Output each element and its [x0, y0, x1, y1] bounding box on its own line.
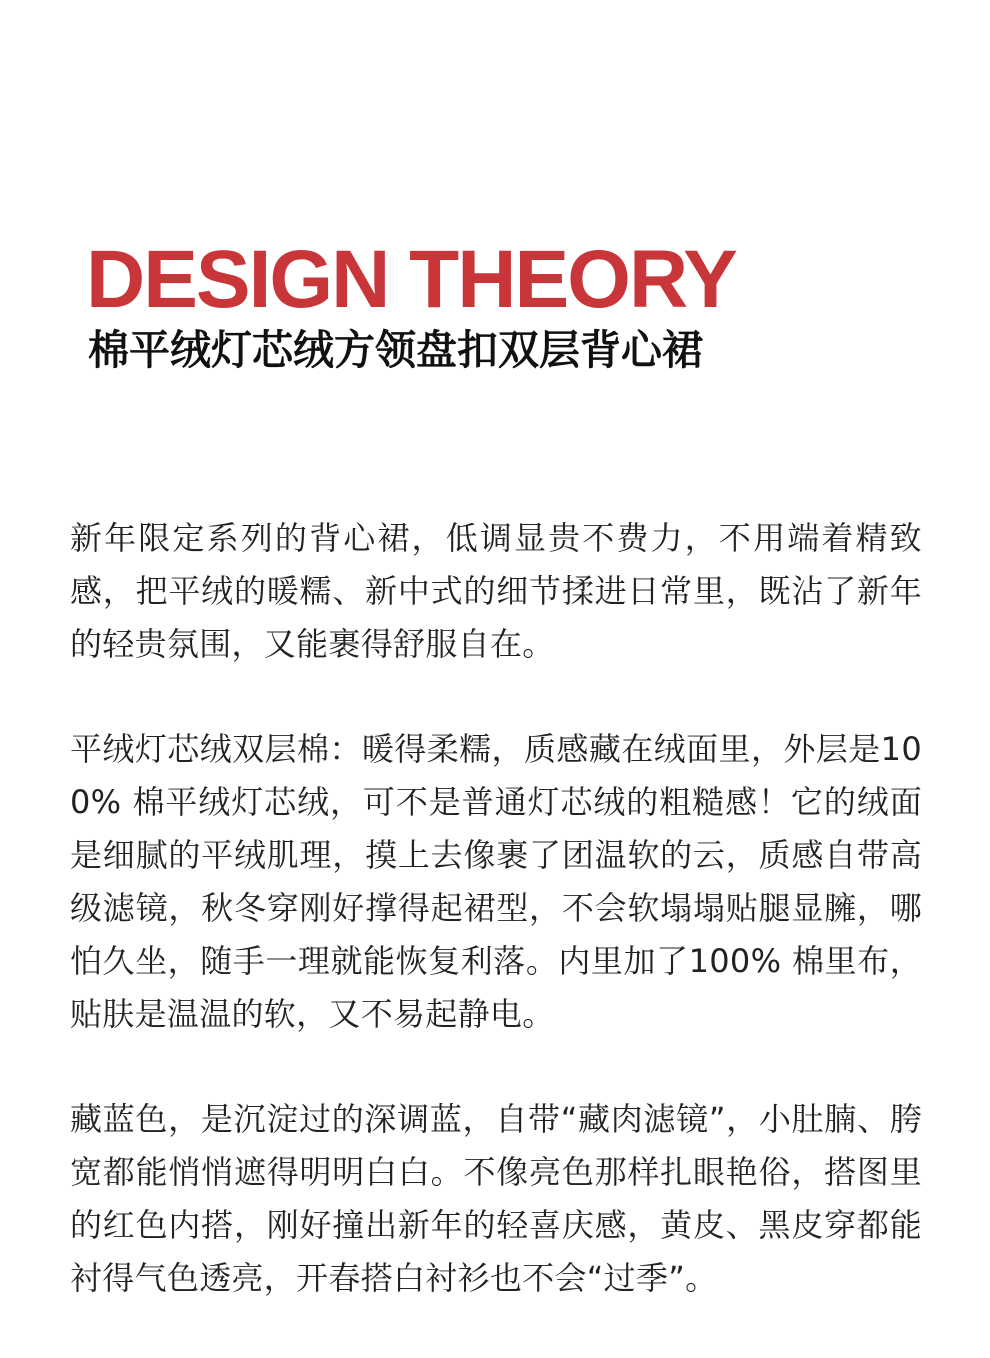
- paragraph-fabric: 平绒灯芯绒双层棉：暖得柔糯，质感藏在绒面里，外层是100% 棉平绒灯芯绒，可不是普通灯芯绒的粗糙感！它的绒面是细腻的平绒肌理，摸上去像裹了团温软的云，质感自带高级滤镜，秋冬穿刚好撑得起裙型，不会软塌塌贴腿显臃，哪怕久坐，随手一理就能恢复利落。内里加了100% 棉里布，贴肤是温温的软，又不易起静电。: [70, 730, 922, 1033]
- chinese-subtitle: 棉平绒灯芯绒方领盘扣双层背心裙: [88, 326, 703, 374]
- paragraph-color: 藏蓝色，是沉淀过的深调蓝，自带“藏肉滤镜”，小肚腩、胯宽都能悄悄遮得明明白白。不像亮色那样扎眼艳俗，搭图里的红色内搭，刚好撞出新年的轻喜庆感，黄皮、黑皮穿都能衬得气色透亮，开春搭白衬衫也不会“过季”。: [70, 1100, 922, 1297]
- body-text: [70, 512, 922, 1305]
- heading-block: [86, 234, 946, 376]
- english-title: DESIGN THEORY: [86, 234, 736, 325]
- paragraph-intro: 新年限定系列的背心裙，低调显贵不费力，不用端着精致感，把平绒的暖糯、新中式的细节揉进日常里，既沾了新年的轻贵氛围，又能裹得舒服自在。: [70, 519, 922, 663]
